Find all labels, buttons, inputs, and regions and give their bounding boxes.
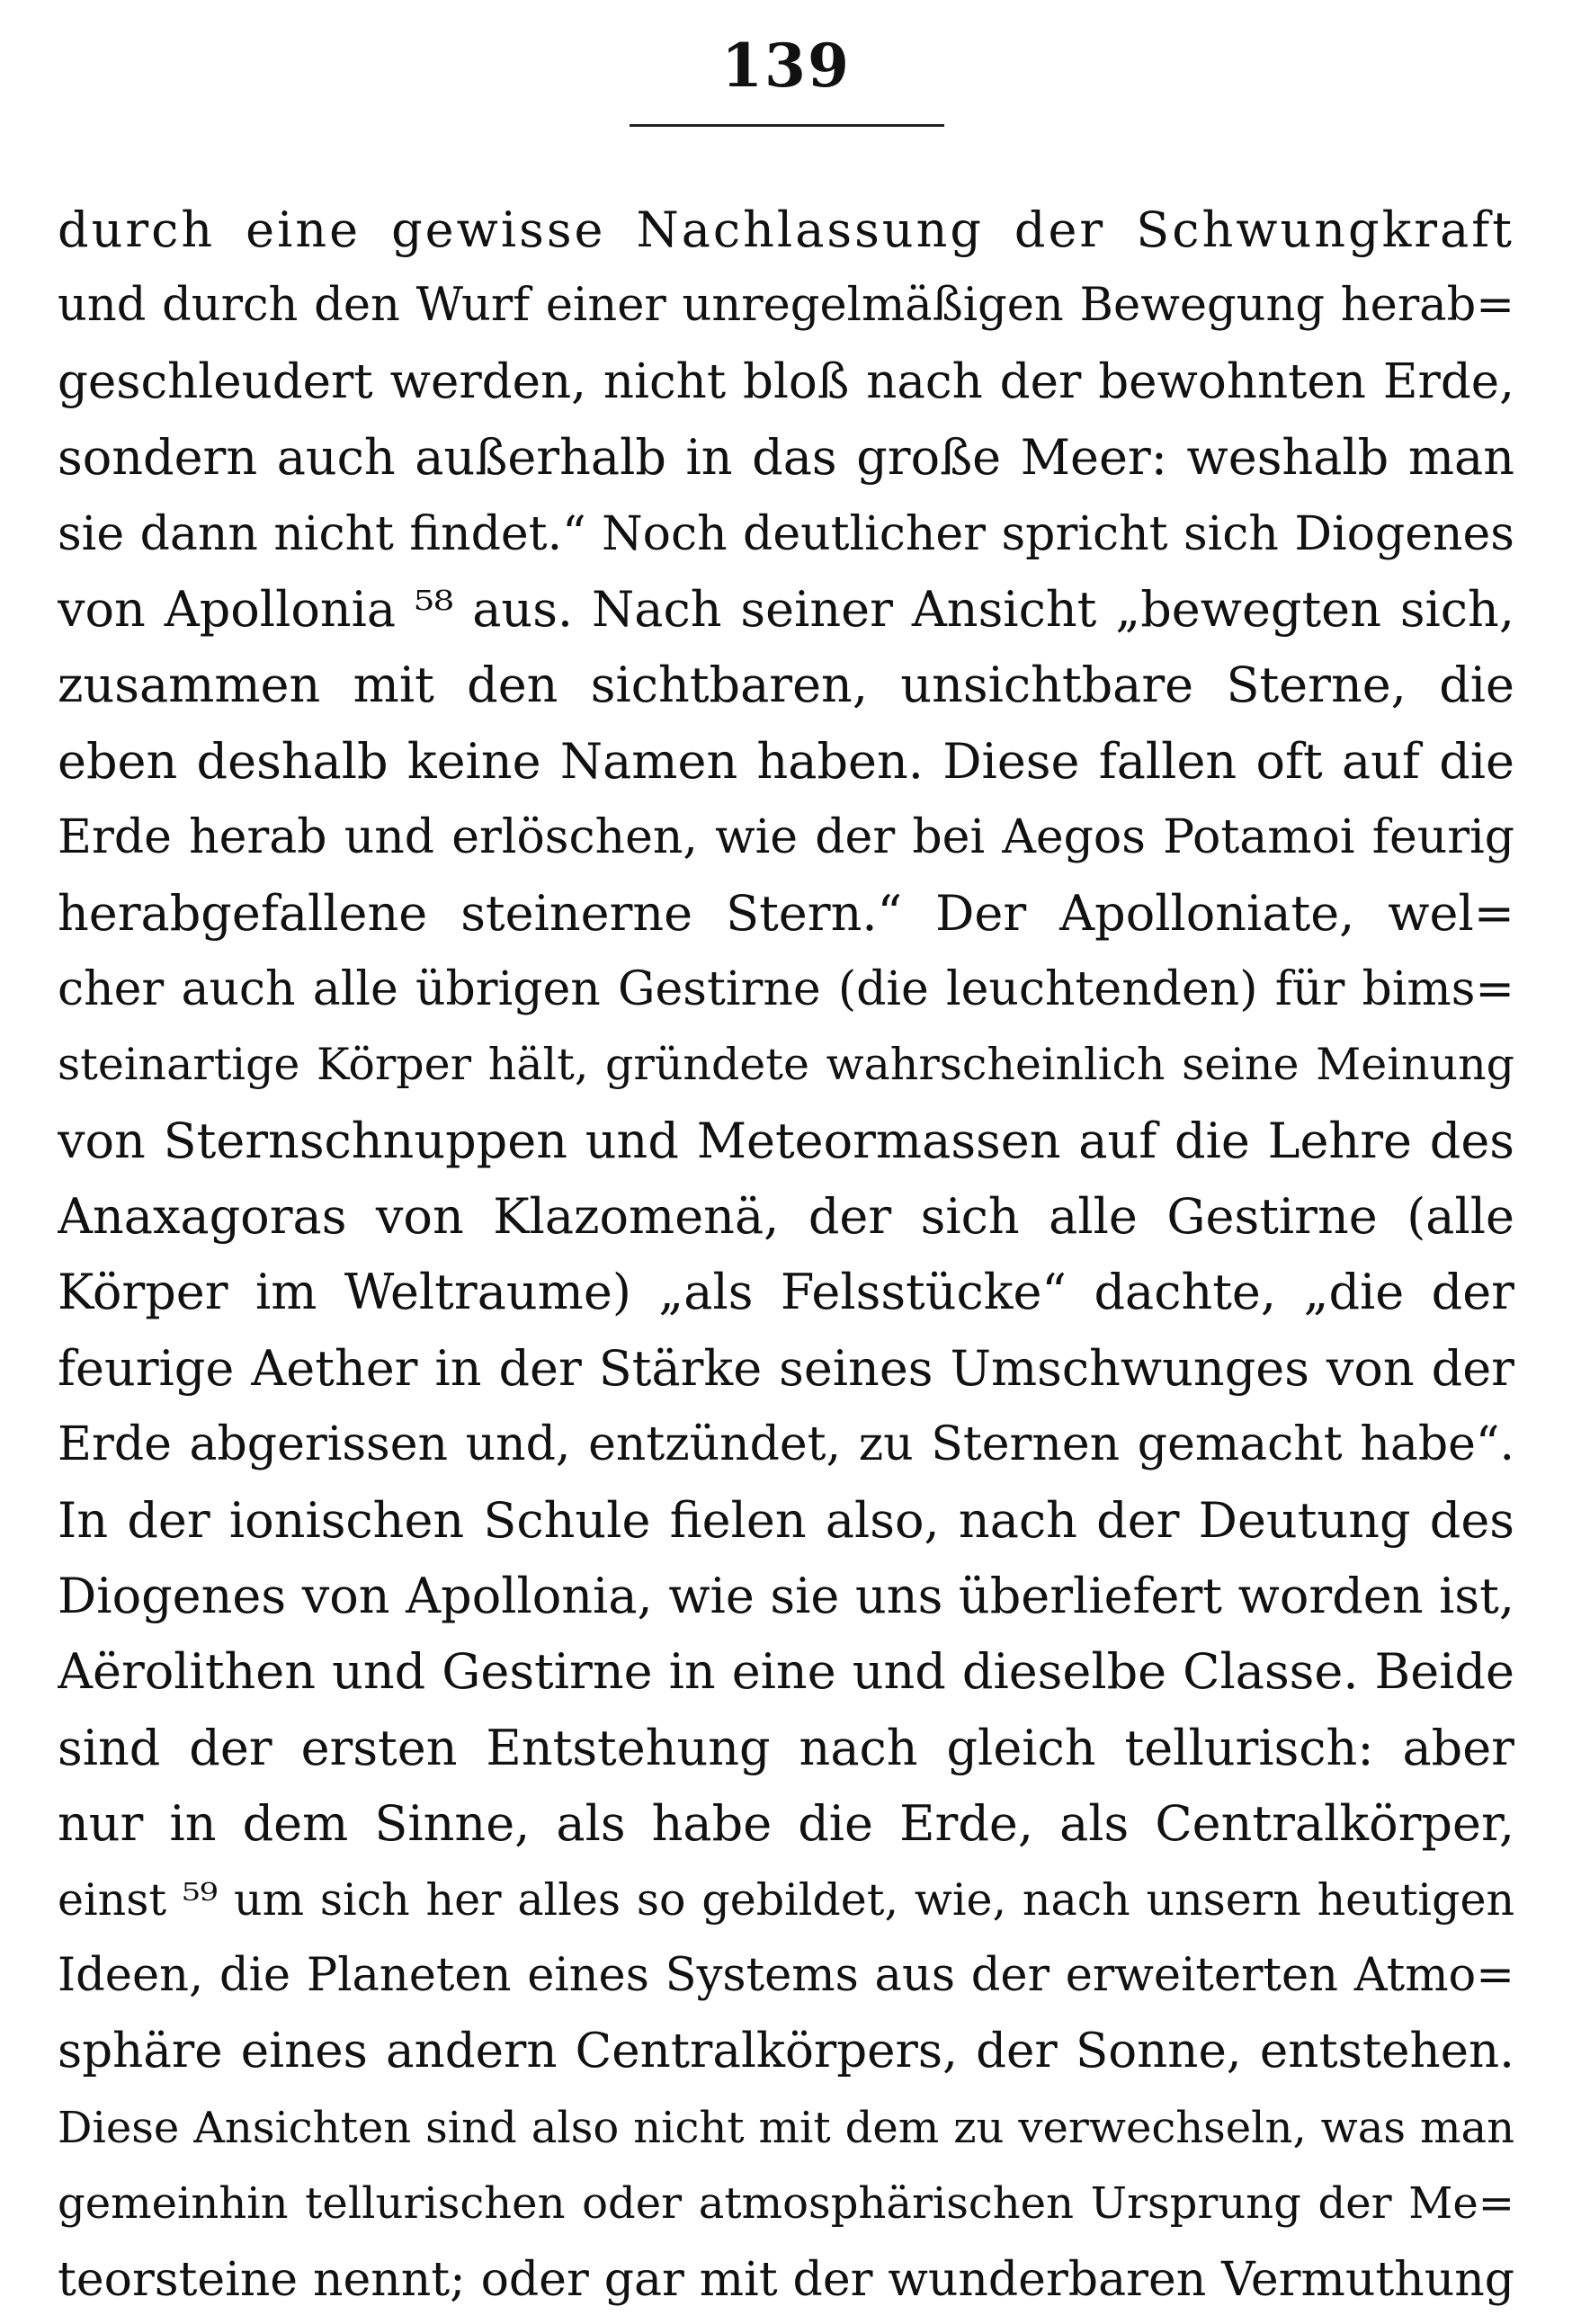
text-line: sondern auch außerhalb in das große Meer: weshalb man: [58, 429, 1514, 487]
text-line: von Apollonia ⁵⁸ aus. Nach seiner Ansicht „bewegten sich,: [58, 580, 1514, 638]
text-line: cher auch alle übrigen Gestirne (die leuchtenden) für bims=: [58, 961, 1514, 1016]
text-line: sind der ersten Entstehung nach gleich tellurisch: aber: [58, 1719, 1514, 1776]
text-line: sie dann nicht findet.“ Noch deutlicher spricht sich Diogenes: [58, 506, 1514, 561]
text-line: In der ionischen Schule fielen also, nach der Deutung des: [58, 1491, 1514, 1549]
text-line: nur in dem Sinne, als habe die Erde, als Centralkörper,: [58, 1795, 1514, 1853]
text-line: teorsteine nennt; oder gar mit der wunderbaren Vermuthung: [58, 2252, 1514, 2307]
text-line: Erde abgerissen und, entzündet, zu Sternen gemacht habe“.: [58, 1417, 1514, 1472]
text-line: Diogenes von Apollonia, wie sie uns überliefert worden ist,: [58, 1568, 1514, 1625]
page-number: 139: [721, 31, 851, 101]
text-line: geschleudert werden, nicht bloß nach der bewohnten Erde,: [58, 353, 1514, 409]
text-line: Körper im Weltraume) „als Felsstücke“ dachte, „die der: [58, 1264, 1514, 1321]
text-line: herabgefallene steinerne Stern.“ Der Apolloniate, wel=: [58, 884, 1514, 942]
text-line: Anaxagoras von Klazomenä, der sich alle Gestirne (alle: [58, 1188, 1514, 1246]
text-line: steinartige Körper hält, gründete wahrscheinlich seine Meinung: [58, 1039, 1514, 1091]
header-rule: [630, 124, 944, 127]
text-line: eben deshalb keine Namen haben. Diese fallen oft auf die: [58, 732, 1514, 790]
text-line: feurige Aether in der Stärke seines Umschwunges von der: [58, 1339, 1514, 1397]
text-line: sphäre eines andern Centralkörpers, der Sonne, entstehen.: [58, 2024, 1514, 2079]
text-line: zusammen mit den sichtbaren, unsichtbare Sterne, die: [58, 657, 1514, 714]
text-line: von Sternschnuppen und Meteormassen auf die Lehre des: [58, 1112, 1514, 1169]
text-line: Diese Ansichten sind also nicht mit dem zu verwechseln, was man: [58, 2102, 1514, 2153]
text-line: durch eine gewisse Nachlassung der Schwungkraft: [58, 201, 1514, 258]
text-line: Aërolithen und Gestirne in eine und dieselbe Classe. Beide: [58, 1643, 1514, 1701]
body-text: [58, 192, 1514, 2318]
text-line: Ideen, die Planeten eines Systems aus der erweiterten Atmo=: [58, 1948, 1514, 2002]
text-line: einst ⁵⁹ um sich her alles so gebildet, wie, nach unsern heutigen: [58, 1873, 1514, 1926]
text-line: Erde herab und erlöschen, wie der bei Aegos Potamoi feurig: [58, 810, 1514, 865]
text-line: und durch den Wurf einer unregelmäßigen Bewegung herab=: [58, 279, 1514, 333]
text-line: gemeinhin tellurischen oder atmosphärischen Ursprung der Me=: [58, 2178, 1514, 2230]
